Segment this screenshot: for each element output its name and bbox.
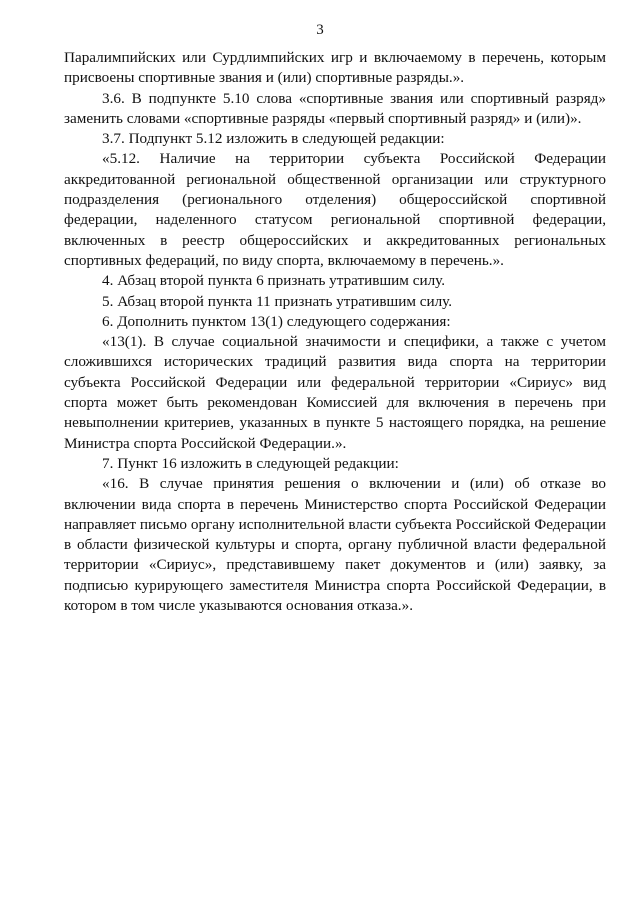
paragraph-item-7: 7. Пункт 16 изложить в следующей редакции: — [102, 454, 399, 472]
document-body — [64, 48, 606, 616]
paragraph-5-12-quote: «5.12. Наличие на территории субъекта Российской Федерации аккредитованной региональной общественной организации или структурного подразделения (регионального отделения) общероссийской спортивной федерации, наделенного статусом региональной спортивной федерации, включенных в реестр общероссийских и аккредитованных региональных спортивных федераций, по виду спорта, включаемому в перечень.». — [64, 150, 606, 269]
page-number: 3 — [316, 22, 324, 38]
paragraph-16-quote: «16. В случае принятия решения о включении и (или) об отказе во включении вида спорта в перечень Министерство спорта Российской Федерации направляет письмо органу исполнительной власти субъекта Российской Федерации в области физической культуры и спорта, органу публичной власти федеральной территории «Сириус», представившему пакет документов и (или) заявку, за подписью курирующего заместителя Министра спорта Российской Федерации, в котором в том числе указываются основания отказа.». — [64, 475, 606, 615]
paragraph-13-1-quote: «13(1). В случае социальной значимости и специфики, а также с учетом сложившихся исторических традиций развития вида спорта на территории субъекта Российской Федерации или федеральной территории «Сириус» вид спорта может быть рекомендован Комиссией для включения в перечень при невыполнении критериев, указанных в пункте 5 настоящего порядка, на решение Министра спорта Российской Федерации.». — [64, 333, 606, 452]
paragraph-item-6: 6. Дополнить пунктом 13(1) следующего содержания: — [102, 312, 451, 330]
paragraph-item-4: 4. Абзац второй пункта 6 признать утратившим силу. — [102, 272, 446, 290]
paragraph-3-6: 3.6. В подпункте 5.10 слова «спортивные звания или спортивный разряд» заменить словами «спортивные разряды «первый спортивный разряд» и (или)». — [64, 89, 606, 127]
paragraph-item-5: 5. Абзац второй пункта 11 признать утратившим силу. — [102, 292, 453, 310]
paragraph-3-7: 3.7. Подпункт 5.12 изложить в следующей редакции: — [102, 130, 445, 148]
paragraph-continuation: Паралимпийских или Сурдлимпийских игр и включаемому в перечень, которым присвоены спортивные звания и (или) спортивные разряды.». — [64, 49, 606, 87]
